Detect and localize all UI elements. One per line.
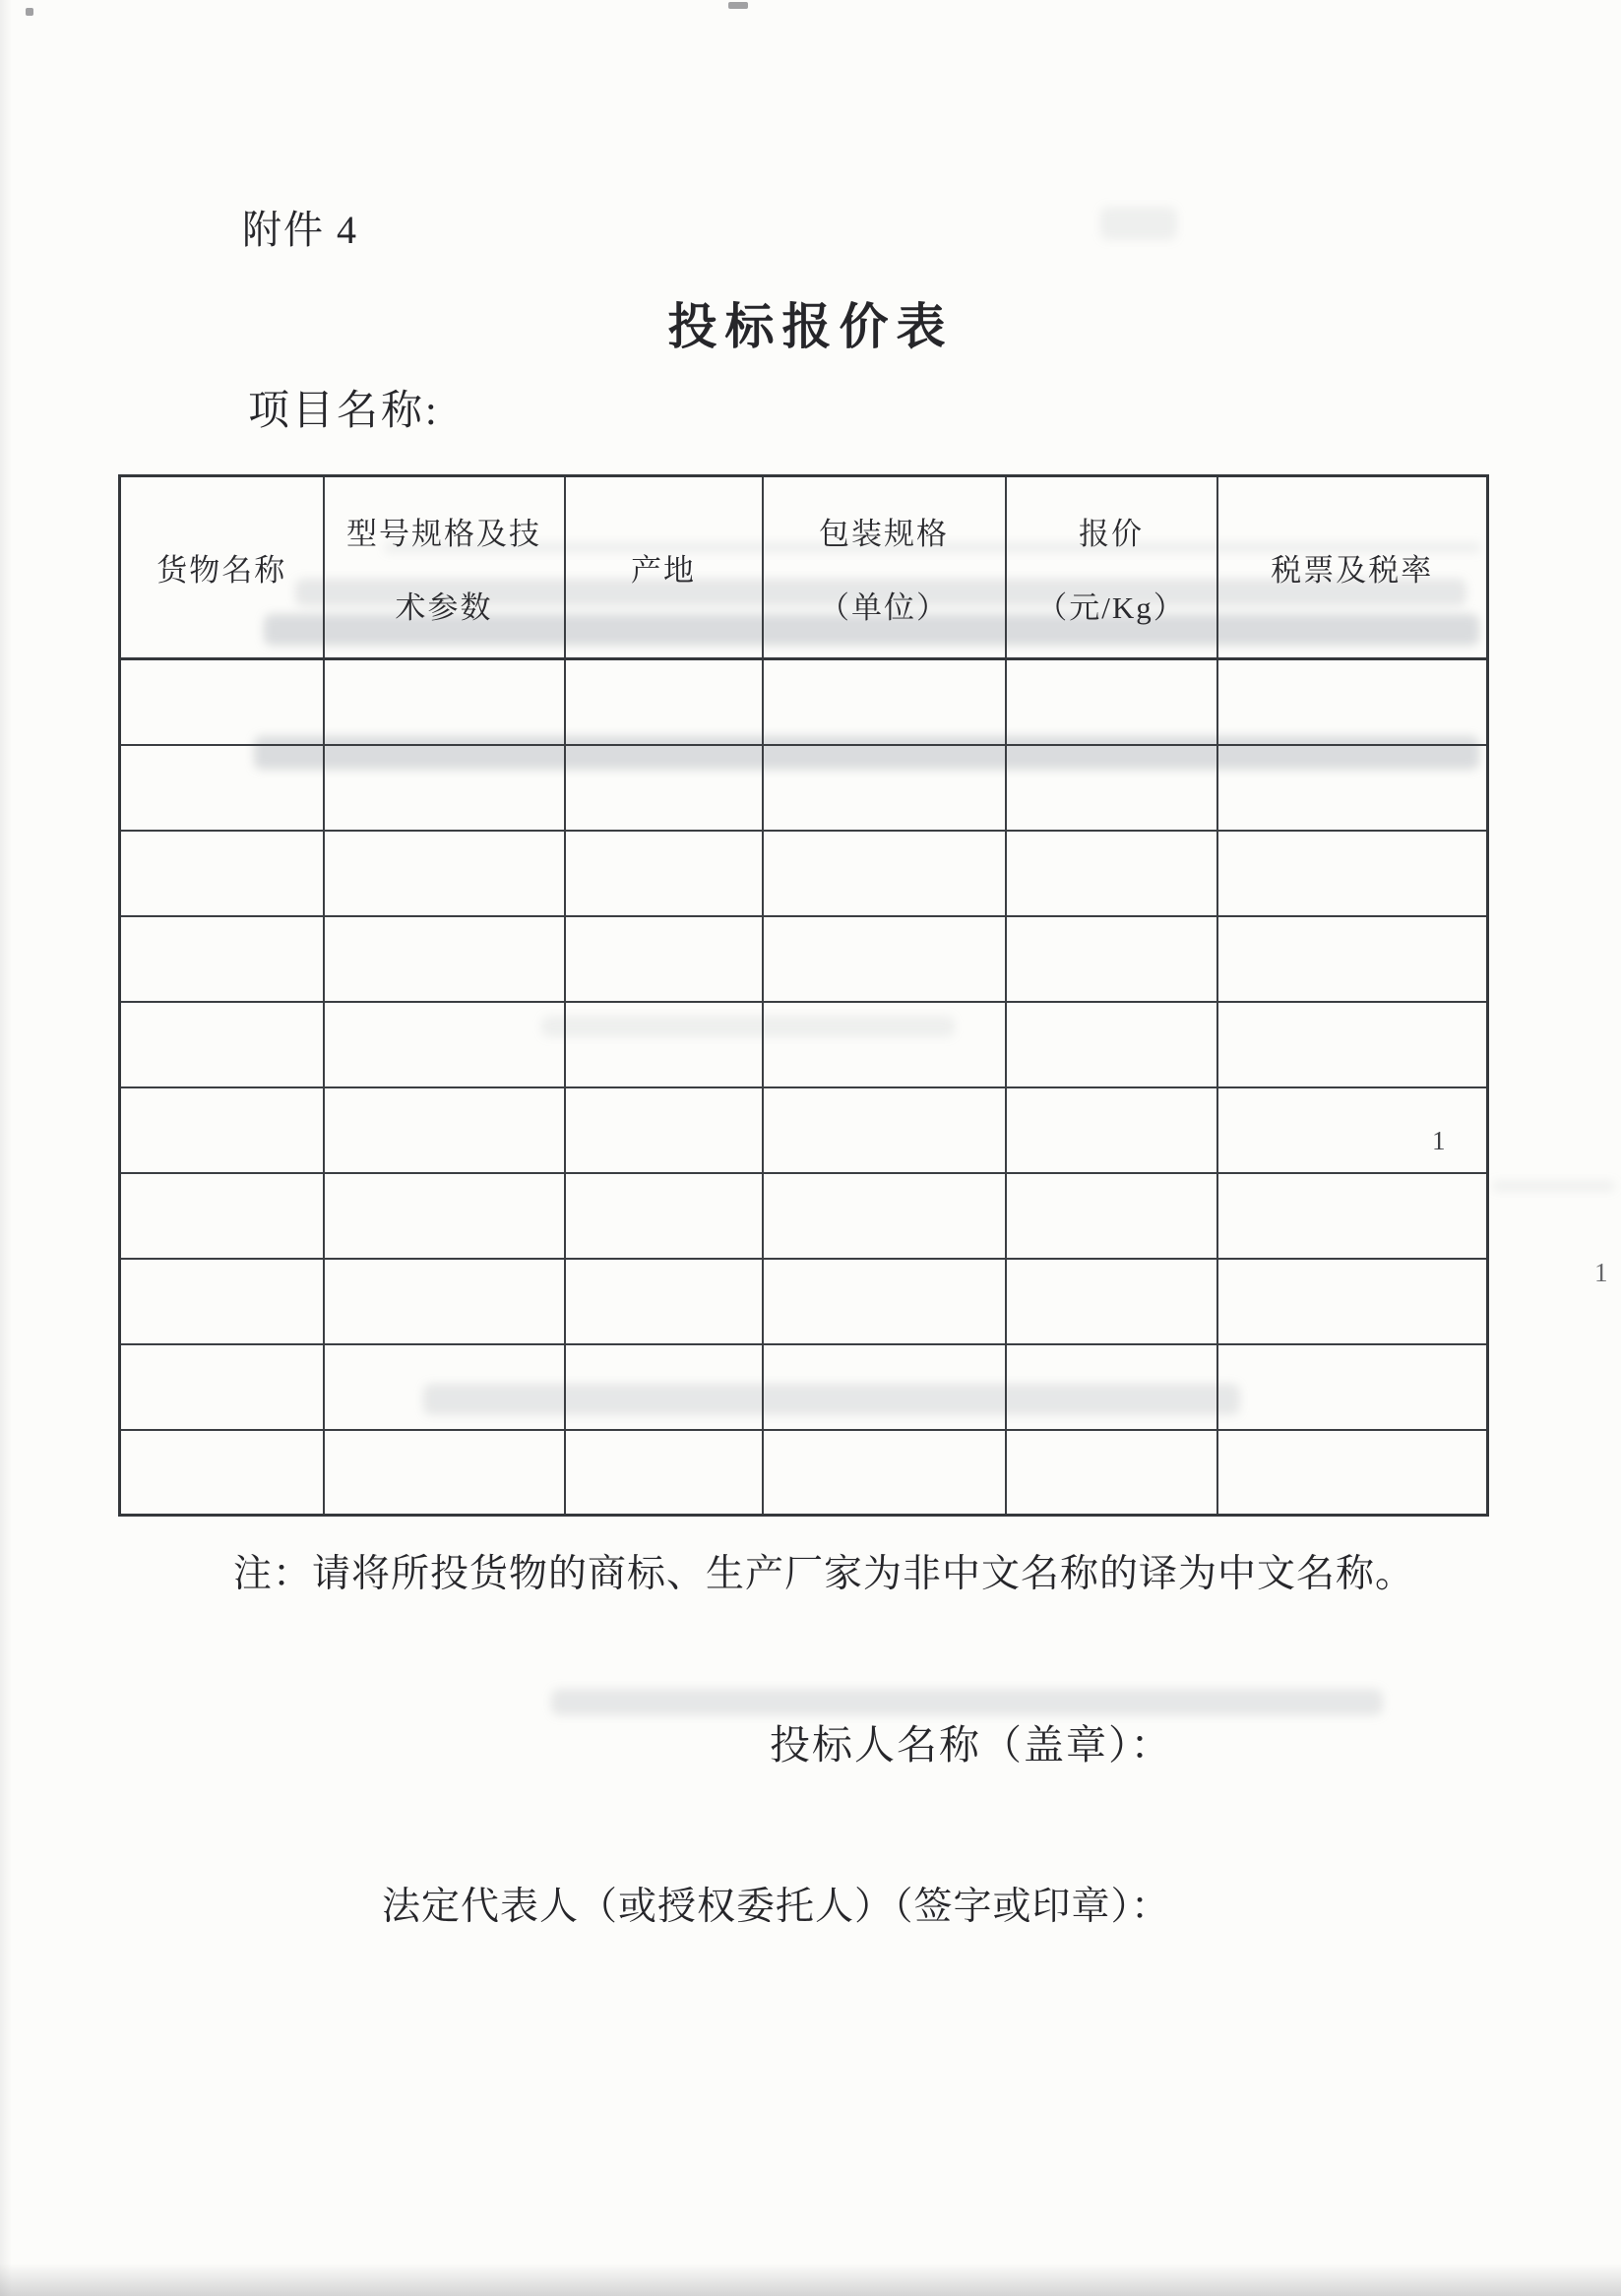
table-cell-empty	[1217, 745, 1488, 831]
table-cell-empty	[565, 745, 763, 831]
header-cell-model-specs	[324, 476, 565, 659]
table-cell-empty	[120, 1344, 324, 1430]
table-cell-empty	[763, 831, 1006, 916]
table-cell-empty	[1217, 1002, 1488, 1087]
header-text: （元/Kg）	[1036, 590, 1186, 625]
table-cell-empty	[763, 1430, 1006, 1516]
scan-speck	[728, 2, 748, 9]
table-cell-empty	[763, 1002, 1006, 1087]
table-cell-empty	[324, 1259, 565, 1344]
table-cell-empty	[120, 831, 324, 916]
table-cell-empty	[1006, 1430, 1217, 1516]
page-edge-shadow-bottom	[0, 2264, 1621, 2296]
table-cell-empty	[1006, 659, 1217, 745]
table-cell-empty	[1217, 1173, 1488, 1259]
table-cell-empty	[1006, 745, 1217, 831]
header-text: 术参数	[395, 590, 493, 625]
attachment-label: 附件 4	[242, 208, 358, 252]
table-header-row	[120, 476, 1488, 659]
stray-mark: 1	[1594, 1258, 1608, 1287]
table-cell-empty	[1217, 1430, 1488, 1516]
table-cell-empty	[120, 916, 324, 1002]
table-cell-empty	[565, 1259, 763, 1344]
header-text: 包装规格	[819, 516, 949, 551]
table-cell-empty	[324, 831, 565, 916]
header-cell-quote-price	[1006, 476, 1217, 659]
table-cell-empty	[120, 745, 324, 831]
table-cell-empty	[1217, 831, 1488, 916]
table-row	[120, 916, 1488, 1002]
header-text: 产地	[631, 553, 696, 588]
table-row	[120, 1259, 1488, 1344]
header-text: （单位）	[819, 590, 949, 625]
table-cell-empty	[565, 1173, 763, 1259]
table-row	[120, 1344, 1488, 1430]
bidder-seal-label: 投标人名称（盖章）：	[770, 1722, 1173, 1768]
table-cell-empty	[120, 659, 324, 745]
table-cell-empty	[1217, 1087, 1488, 1173]
table-row	[120, 1087, 1488, 1173]
table-cell-empty	[324, 916, 565, 1002]
table-cell-empty	[120, 1430, 324, 1516]
table-cell-empty	[1006, 916, 1217, 1002]
table-cell-empty	[324, 1173, 565, 1259]
table-row	[120, 745, 1488, 831]
table-cell-empty	[324, 745, 565, 831]
table-cell-empty	[565, 1002, 763, 1087]
table-cell-empty	[1217, 1259, 1488, 1344]
header-text: 报价	[1079, 516, 1144, 551]
table-cell-empty	[324, 1344, 565, 1430]
header-cell-tax-invoice-rate	[1217, 476, 1488, 659]
table-cell-empty	[120, 1002, 324, 1087]
bleedthrough-artifact	[1100, 207, 1177, 240]
table-cell-empty	[120, 1259, 324, 1344]
table-cell-empty	[1217, 1344, 1488, 1430]
table-cell-empty	[565, 1087, 763, 1173]
header-cell-goods-name	[120, 476, 324, 659]
table-cell-empty	[763, 1259, 1006, 1344]
project-name-label: 项目名称:	[248, 389, 440, 434]
table-cell-empty	[565, 659, 763, 745]
table-cell-empty	[1006, 1087, 1217, 1173]
table-cell-empty	[763, 1173, 1006, 1259]
table-cell-empty	[763, 1087, 1006, 1173]
table-cell-empty	[324, 1002, 565, 1087]
document-title: 投标报价表	[667, 299, 954, 354]
table-cell-empty	[763, 1344, 1006, 1430]
table-cell-empty	[1006, 1344, 1217, 1430]
note-text: 注：请将所投货物的商标、生产厂家为非中文名称的译为中文名称。	[233, 1553, 1415, 1595]
stray-mark: 1	[1432, 1126, 1446, 1155]
bleedthrough-artifact	[1492, 1181, 1615, 1191]
table-cell-empty	[1217, 659, 1488, 745]
table-cell-empty	[1006, 1002, 1217, 1087]
header-text: 货物名称	[156, 553, 287, 588]
table-row	[120, 659, 1488, 745]
table-cell-empty	[763, 916, 1006, 1002]
table-cell-empty	[565, 1430, 763, 1516]
table-cell-empty	[324, 1430, 565, 1516]
table-cell-empty	[565, 916, 763, 1002]
table-cell-empty	[1006, 831, 1217, 916]
header-text: 型号规格及技	[346, 516, 541, 551]
scan-speck	[26, 8, 33, 16]
table-cell-empty	[324, 659, 565, 745]
table-cell-empty	[1217, 916, 1488, 1002]
table-cell-empty	[565, 831, 763, 916]
table-cell-empty	[120, 1087, 324, 1173]
header-cell-origin	[565, 476, 763, 659]
table-cell-empty	[763, 745, 1006, 831]
legal-representative-label: 法定代表人（或授权委托人）（签字或印章）：	[382, 1886, 1171, 1928]
table-cell-empty	[1006, 1173, 1217, 1259]
bid-price-table	[118, 474, 1489, 1517]
table-cell-empty	[324, 1087, 565, 1173]
table-row	[120, 1002, 1488, 1087]
header-text: 税票及税率	[1271, 553, 1434, 588]
bleedthrough-artifact	[551, 1689, 1383, 1715]
table-cell-empty	[763, 659, 1006, 745]
table-row	[120, 831, 1488, 916]
table-cell-empty	[120, 1173, 324, 1259]
table-cell-empty	[1006, 1259, 1217, 1344]
header-cell-packaging-spec	[763, 476, 1006, 659]
table-row	[120, 1430, 1488, 1516]
table-cell-empty	[565, 1344, 763, 1430]
table-row	[120, 1173, 1488, 1259]
